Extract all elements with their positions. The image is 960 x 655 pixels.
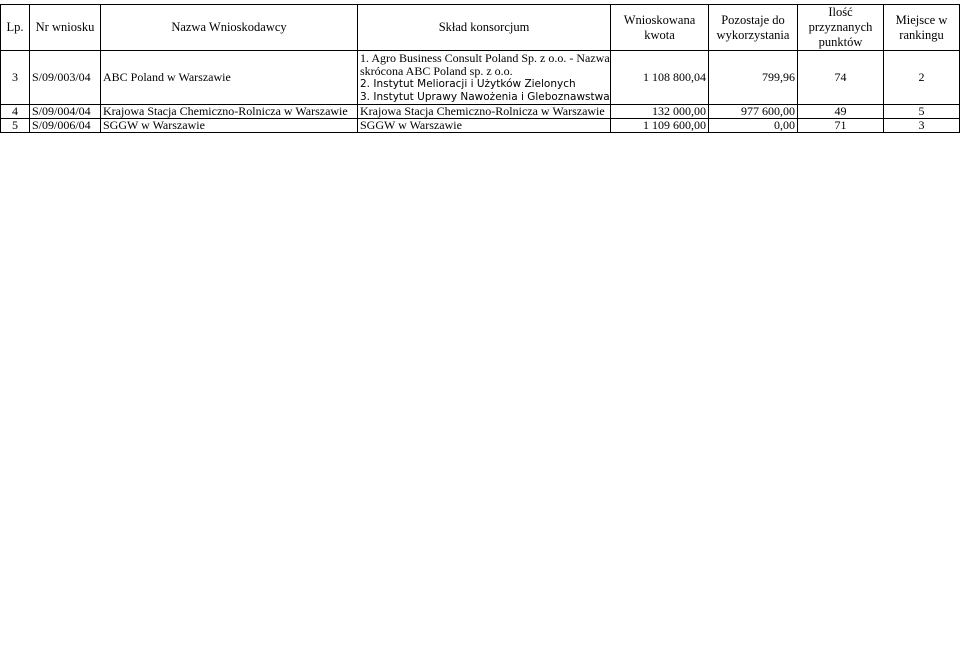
table-row: [1, 51, 960, 105]
cell-pozostaje: 0,00: [709, 119, 798, 133]
header-nr-wniosku: Nr wniosku: [30, 5, 101, 51]
cell-nazwa-wnioskodawcy: SGGW w Warszawie: [101, 119, 358, 133]
header-pozostaje-do-wykorzystania: Pozostaje do wykorzystania: [709, 5, 798, 51]
cell-nazwa-wnioskodawcy: Krajowa Stacja Chemiczno-Rolnicza w Warszawie: [101, 105, 358, 119]
cell-miejsce: 2: [884, 51, 960, 105]
cell-lp: 3: [1, 51, 30, 105]
table-row: [1, 105, 960, 119]
cell-lp: 4: [1, 105, 30, 119]
cell-wnioskowana-kwota: 1 108 800,04: [611, 51, 709, 105]
cell-miejsce: 3: [884, 119, 960, 133]
cell-nazwa-wnioskodawcy: ABC Poland w Warszawie: [101, 51, 358, 105]
cell-wnioskowana-kwota: 132 000,00: [611, 105, 709, 119]
header-miejsce-w-rankingu: Miejsce w rankingu: [884, 5, 960, 51]
cell-nr-wniosku: S/09/003/04: [30, 51, 101, 105]
cell-lp: 5: [1, 119, 30, 133]
cell-pozostaje: 977 600,00: [709, 105, 798, 119]
cell-sklad-konsorcjum: SGGW w Warszawie: [358, 119, 611, 133]
header-wnioskowana-kwota: Wnioskowana kwota: [611, 5, 709, 51]
header-sklad-konsorcjum: Skład konsorcjum: [358, 5, 611, 51]
cell-pozostaje: 799,96: [709, 51, 798, 105]
cell-punkty: 71: [798, 119, 884, 133]
cell-nr-wniosku: S/09/004/04: [30, 105, 101, 119]
ranking-table: [0, 4, 960, 133]
cell-punkty: 49: [798, 105, 884, 119]
consortium-member: 3. Instytut Uprawy Nawożenia i Gleboznawstwa: [360, 91, 610, 103]
table-row: [1, 119, 960, 133]
header-ilosc-punktow: Ilość przyznanych punktów: [798, 5, 884, 51]
cell-wnioskowana-kwota: 1 109 600,00: [611, 119, 709, 133]
cell-sklad-konsorcjum: Krajowa Stacja Chemiczno-Rolnicza w Warszawie: [358, 105, 611, 119]
header-row: [1, 5, 960, 51]
consortium-member: 1. Agro Business Consult Poland Sp. z o.o. - Nazwa: [360, 51, 610, 65]
cell-sklad-konsorcjum: [358, 51, 611, 105]
consortium-member: skrócona ABC Poland sp. z o.o.: [360, 64, 513, 78]
cell-punkty: 74: [798, 51, 884, 105]
consortium-member: 2. Instytut Melioracji i Użytków Zielonych: [360, 78, 576, 90]
header-nazwa-wnioskodawcy: Nazwa Wnioskodawcy: [101, 5, 358, 51]
header-lp: Lp.: [1, 5, 30, 51]
cell-nr-wniosku: S/09/006/04: [30, 119, 101, 133]
cell-miejsce: 5: [884, 105, 960, 119]
